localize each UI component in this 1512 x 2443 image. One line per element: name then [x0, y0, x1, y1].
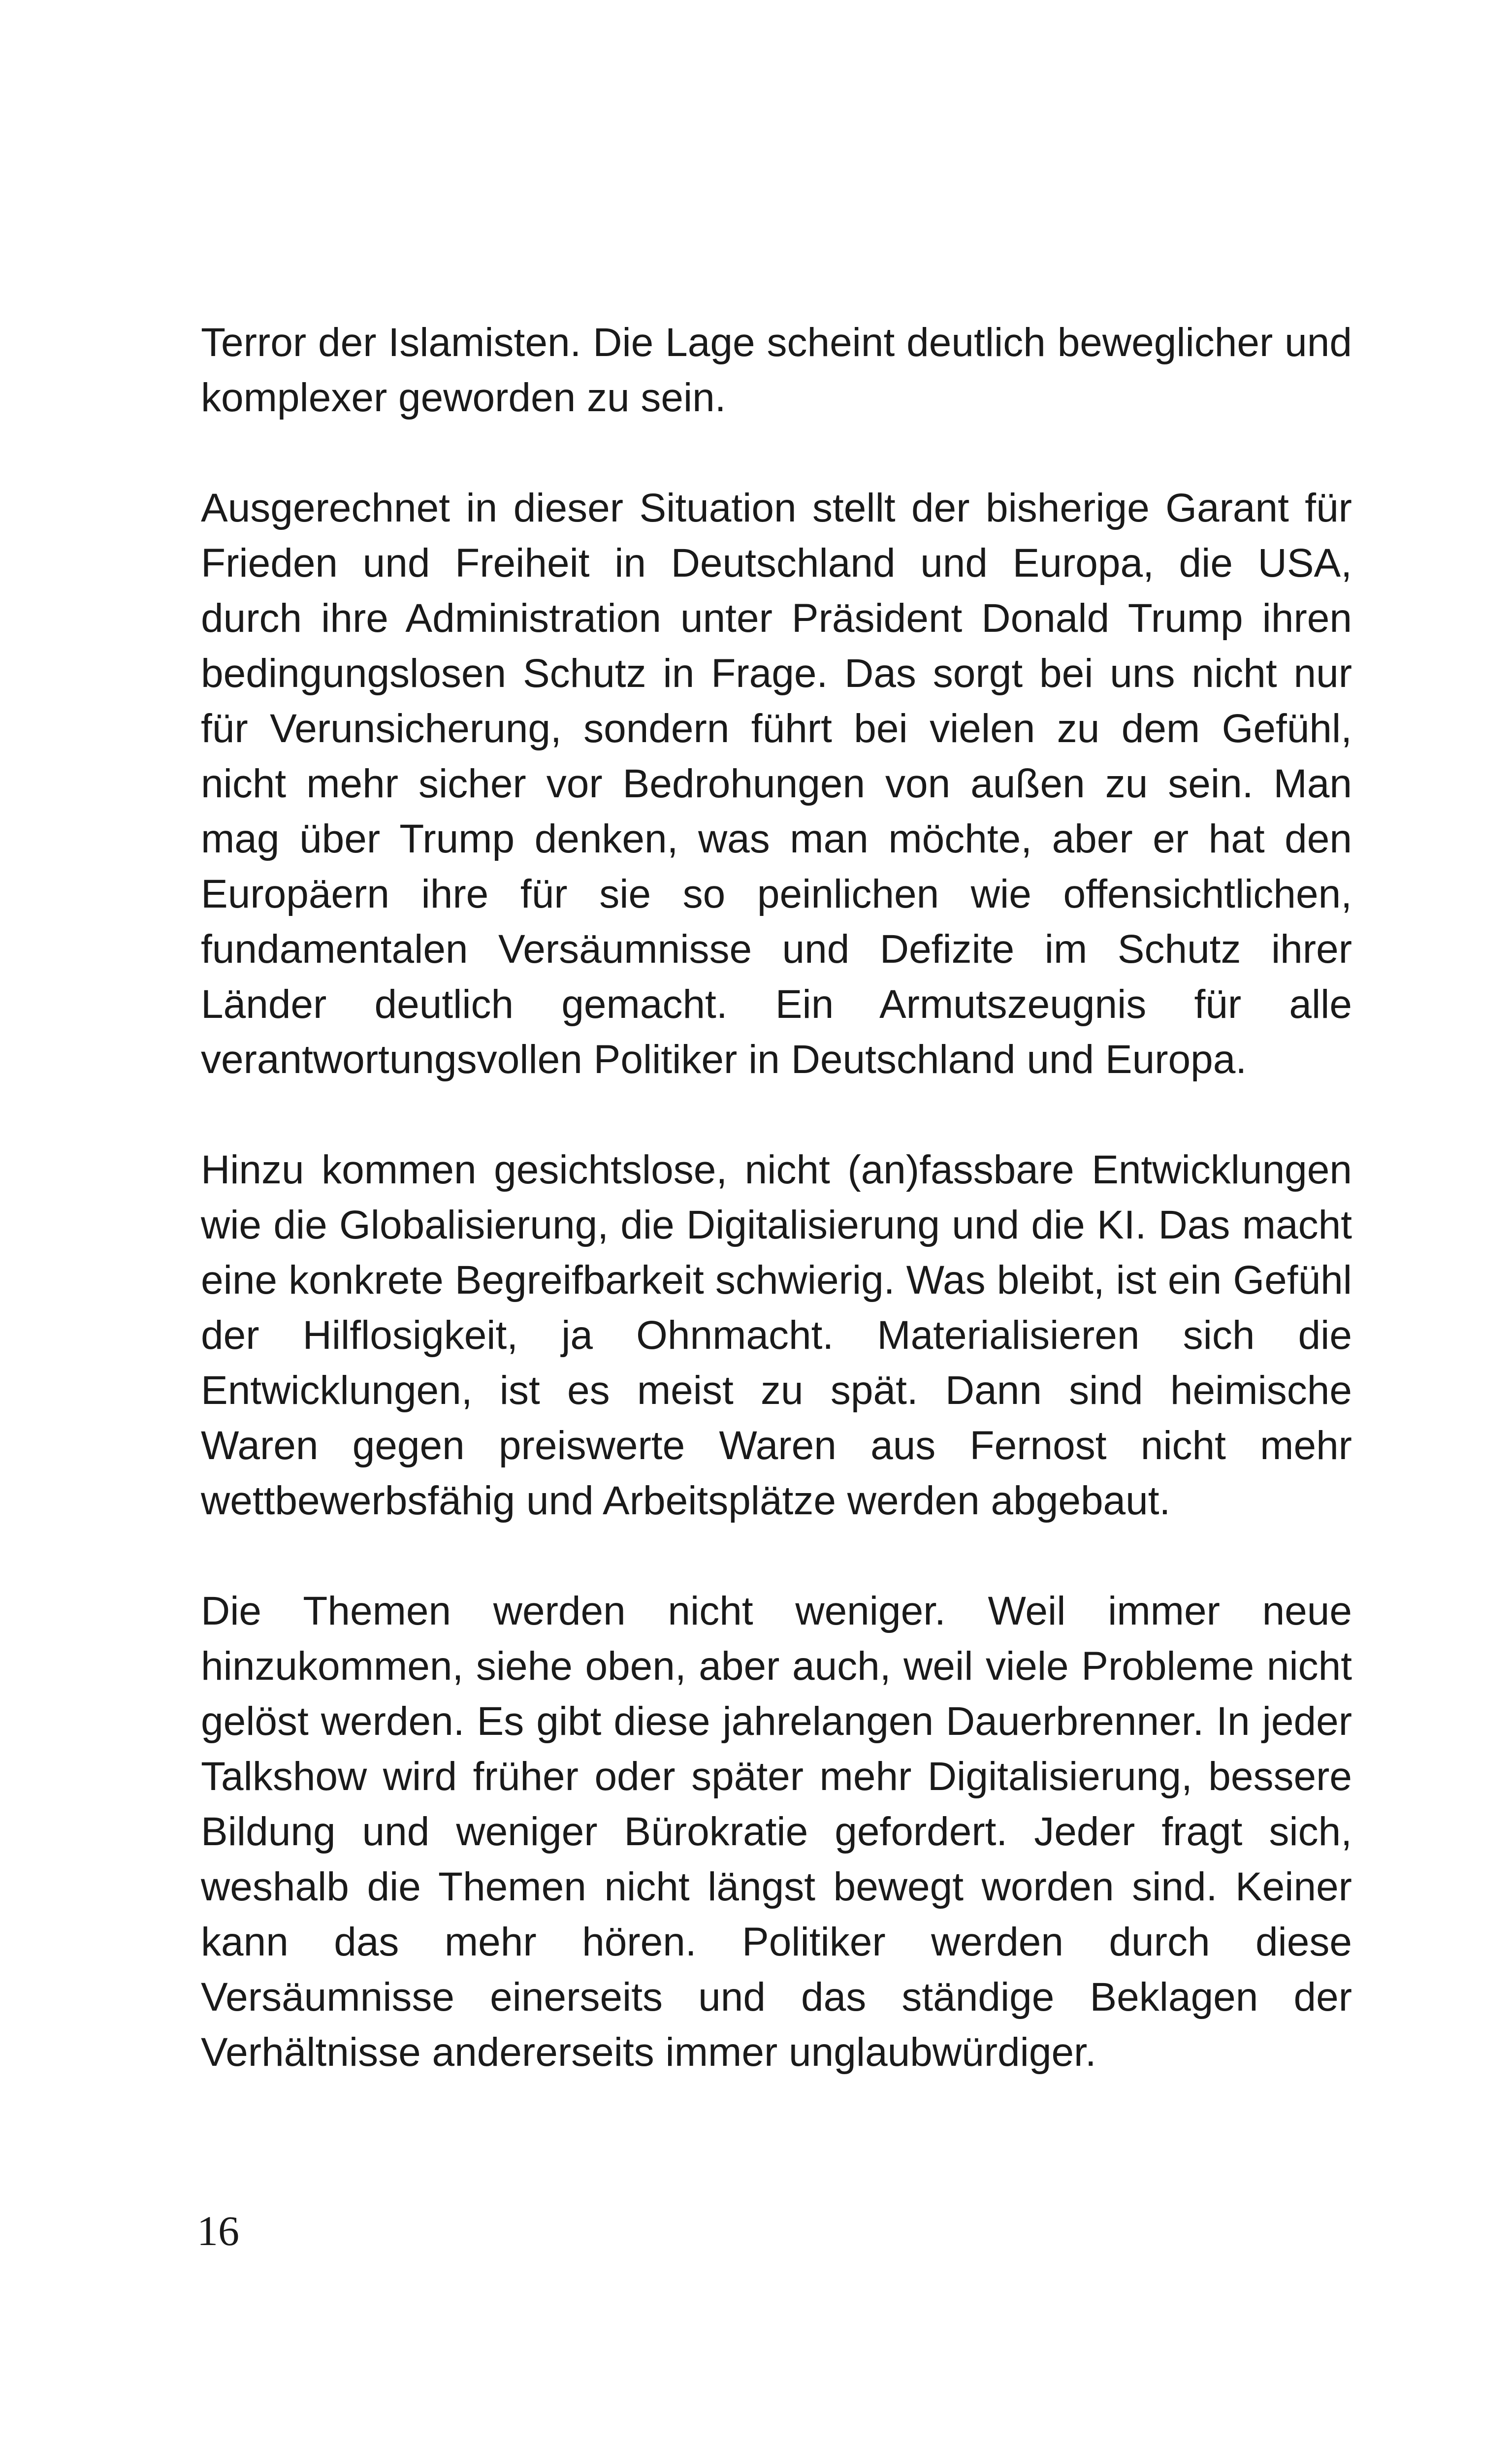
- body-text: [201, 315, 1352, 2080]
- paragraph: Ausgerechnet in dieser Situation stellt der bisherige Garant für Frieden und Freiheit in Deutschland und Europa, die USA, durch ihre Administration unter Präsident Donald Trump ihren bedingungslosen Schutz in Frage. Das sorgt bei uns nicht nur für Verunsicherung, sondern führt bei vielen zu dem Gefühl, nicht mehr sicher vor Bedrohungen von außen zu sein. Man mag über Trump denken, was man möchte, aber er hat den Europäern ihre für sie so peinlichen wie offensichtlichen, fundamentalen Versäumnisse und Defizite im Schutz ihrer Länder deutlich gemacht. Ein Armutszeugnis für alle verantwortungsvollen Politiker in Deutschland und Europa.: [201, 486, 1352, 1082]
- page-number: 16: [197, 2207, 239, 2254]
- paragraph: Hinzu kommen gesichtslose, nicht (an)fassbare Entwicklungen wie die Globalisierung, die Digitalisierung und die KI. Das macht eine konkrete Begreifbarkeit schwierig. Was bleibt, ist ein Gefühl der Hilflosigkeit, ja Ohnmacht. Materialisieren sich die Entwicklungen, ist es meist zu spät. Dann sind heimische Waren gegen preiswerte Waren aus Fernost nicht mehr wettbewerbsfähig und Arbeitsplätze werden abgebaut.: [201, 1147, 1352, 1523]
- paragraph: Terror der Islamisten. Die Lage scheint deutlich beweglicher und komplexer geworden zu sein.: [201, 320, 1352, 420]
- paragraph: Die Themen werden nicht weniger. Weil immer neue hinzukommen, siehe oben, aber auch, weil viele Probleme nicht gelöst werden. Es gibt diese jahrelangen Dauerbrenner. In jeder Talkshow wird früher oder später mehr Digitalisierung, bessere Bildung und weniger Bürokratie gefordert. Jeder fragt sich, weshalb die Themen nicht längst bewegt worden sind. Keiner kann das mehr hören. Politiker werden durch diese Versäumnisse einerseits und das ständige Beklagen der Verhältnisse andererseits immer unglaubwürdiger.: [201, 1589, 1352, 2075]
